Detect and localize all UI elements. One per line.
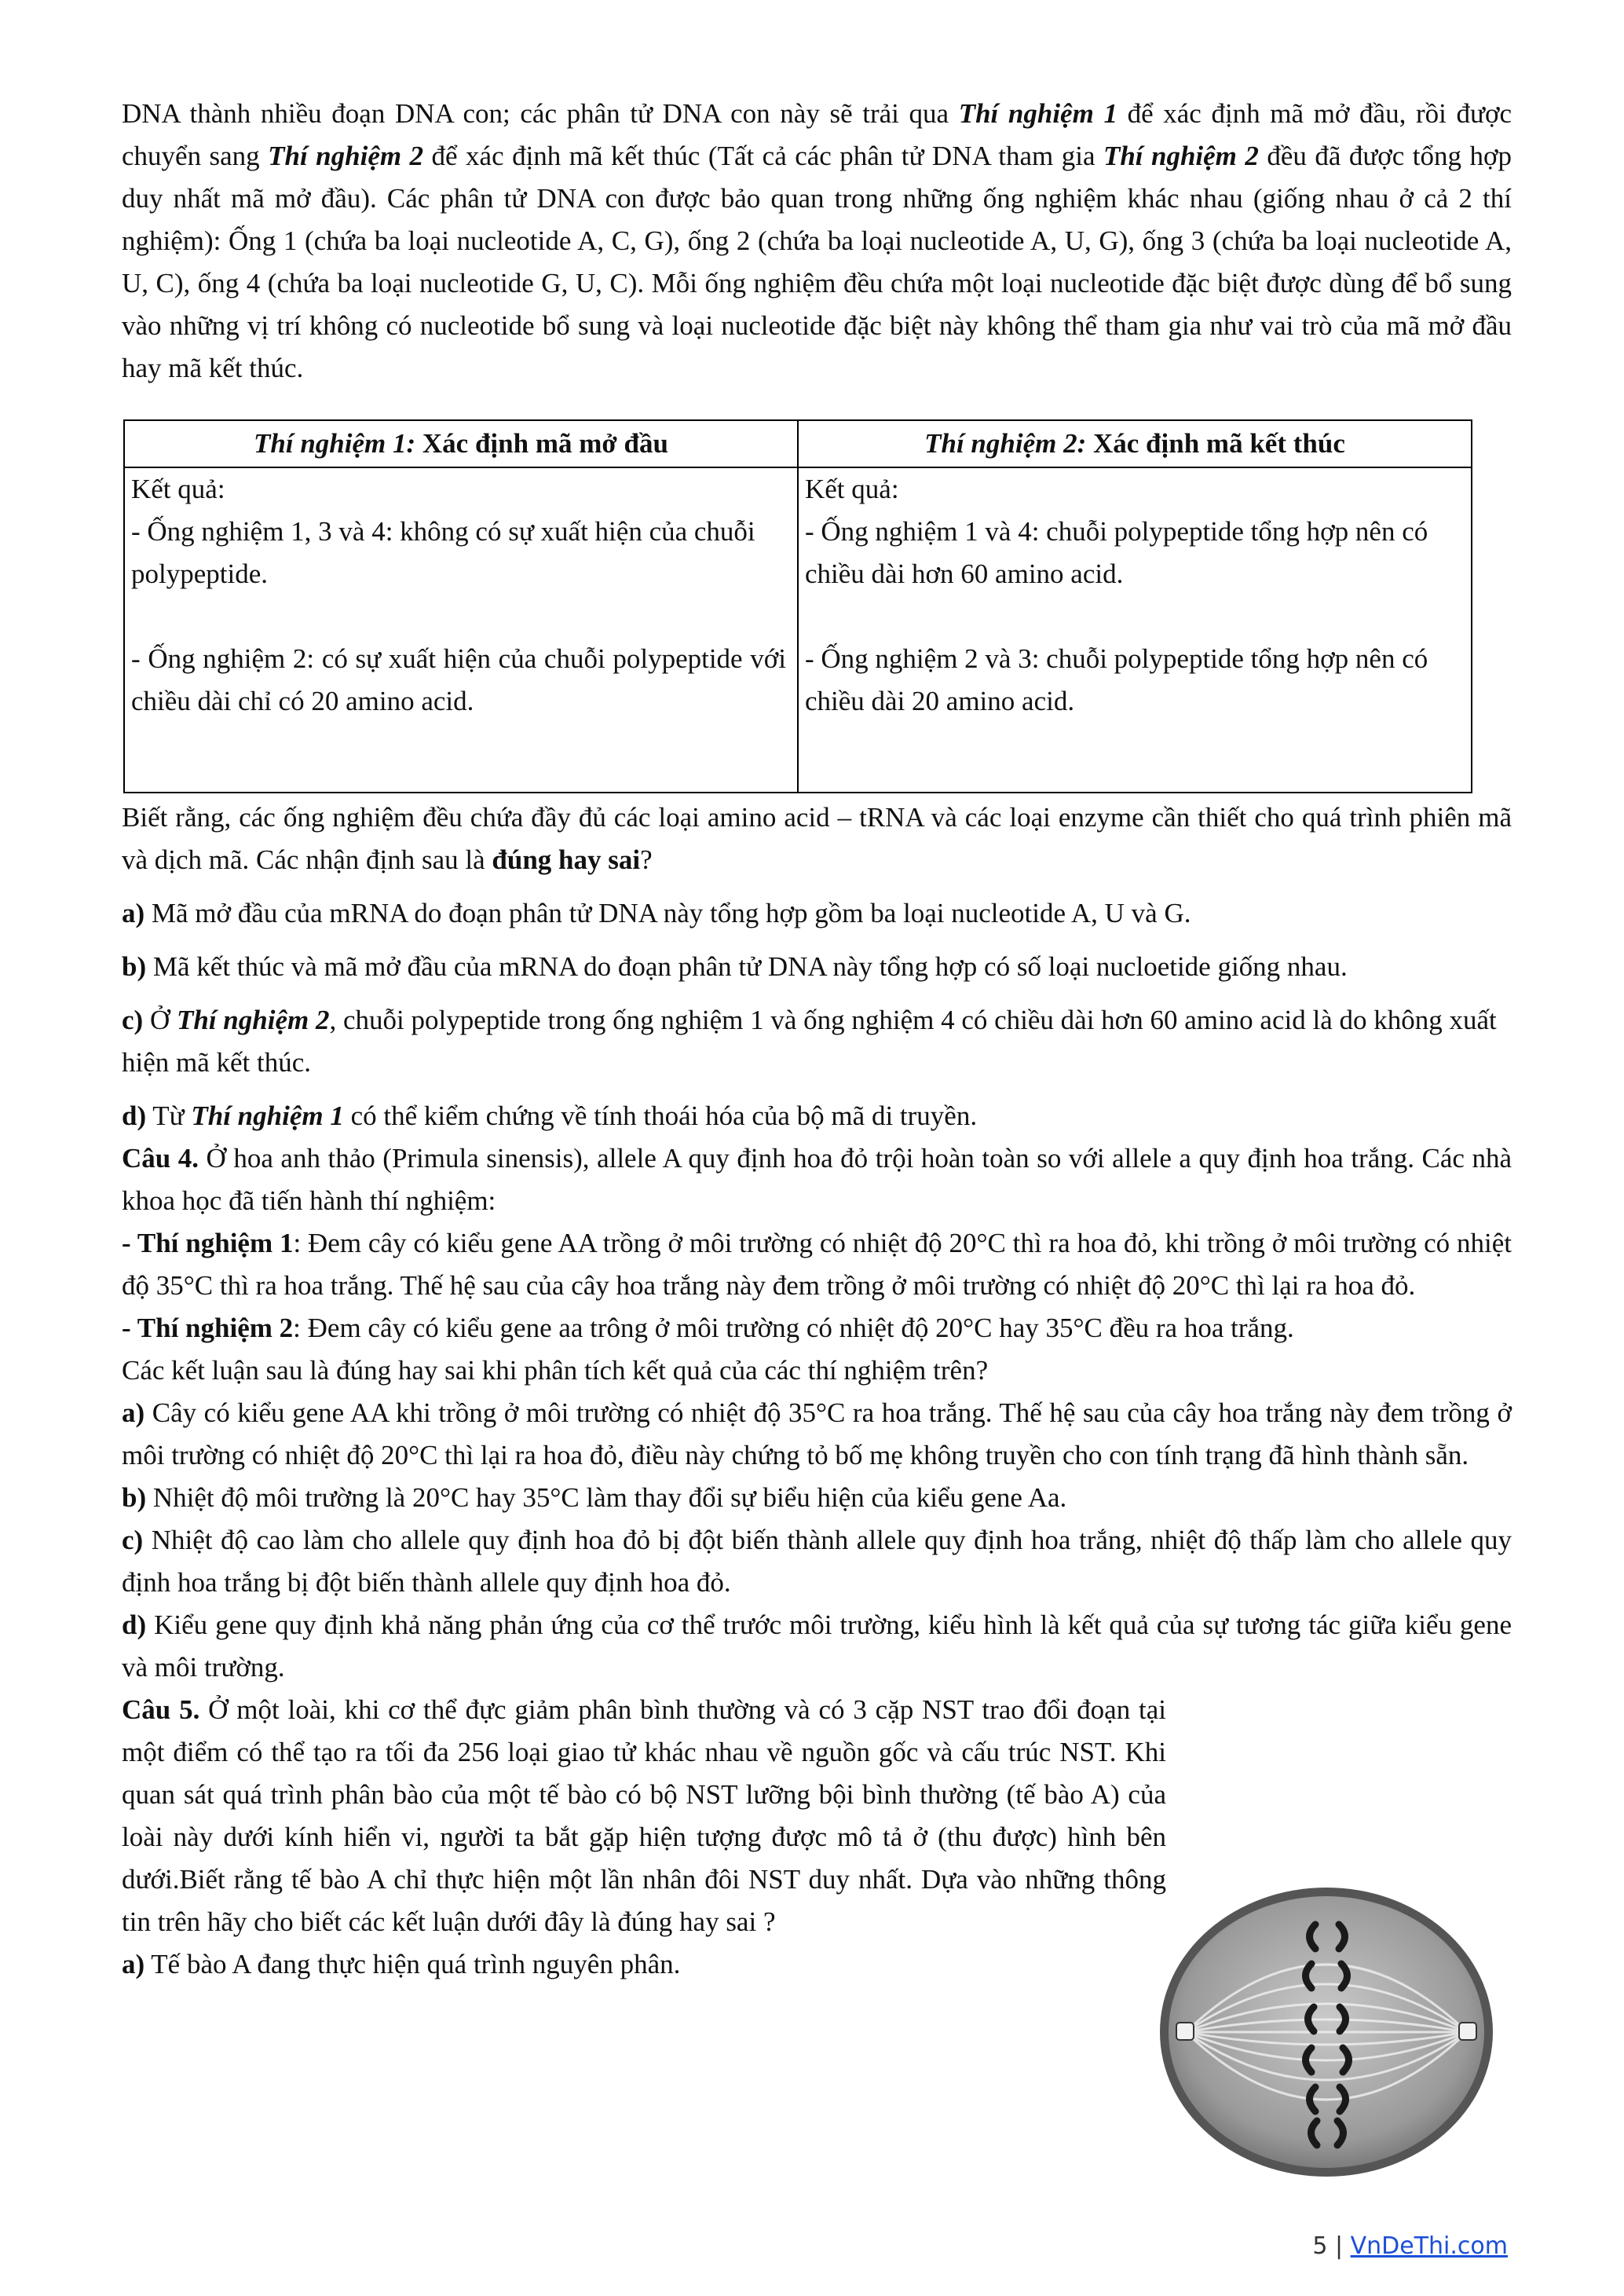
q4-experiment-1: - Thí nghiệm 1: Đem cây có kiểu gene AA trồng ở môi trường có nhiệt độ 20°C thì ra hoa đỏ, khi trồng ở môi trường có nhiệt độ 35°C thì ra hoa trắng. Thế hệ sau của cây hoa trắng này đem trồng ở môi trường có nhiệt độ 20°C thì lại ra hoa đỏ. bbox=[122, 1228, 1512, 1301]
centrosome-left bbox=[1176, 2023, 1194, 2040]
q3-statement-c: c) Ở Thí nghiệm 2, chuỗi polypeptide trong ống nghiệm 1 và ống nghiệm 4 có chiều dài hơn 60 amino acid là do không xuất hiện mã kết thúc. bbox=[122, 1005, 1497, 1078]
intro-paragraph: DNA thành nhiều đoạn DNA con; các phân tử DNA con này sẽ trải qua Thí nghiệm 1 để xác định mã mở đầu, rồi được chuyển sang Thí nghiệm 2 để xác định mã kết thúc (Tất cả các phân tử DNA tham gia Thí nghiệm 2 đều đã được tổng hợp duy nhất mã mở đầu). Các phân tử DNA con được bảo quan trong những ống nghiệm khác nhau (giống nhau ở cả 2 thí nghiệm): Ống 1 (chứa ba loại nucleotide A, C, G), ống 2 (chứa ba loại nucleotide A, U, G), ống 3 (chứa ba loại nucleotide A, U, C), ống 4 (chứa ba loại nucleotide G, U, C). Mỗi ống nghiệm đều chứa một loại nucleotide đặc biệt được dùng để bổ sung vào những vị trí không có nucleotide bổ sung và loại nucleotide đặc biệt này không thể tham gia như vai trò của mã mở đầu hay mã kết thúc. bbox=[122, 98, 1512, 383]
experiment-2-ref: Thí nghiệm 2 bbox=[1103, 141, 1259, 171]
q4-statement-c: c) Nhiệt độ cao làm cho allele quy định hoa đỏ bị đột biến thành allele quy định hoa trắng, nhiệt độ thấp làm cho allele quy định hoa trắng bị đột biến thành allele quy định hoa đỏ. bbox=[122, 1525, 1512, 1598]
q4-statement-b: b) Nhiệt độ môi trường là 20°C hay 35°C làm thay đổi sự biểu hiện của kiểu gene Aa. bbox=[122, 1482, 1067, 1513]
result-cell-experiment-1: Kết quả: - Ống nghiệm 1, 3 và 4: không có sự xuất hiện của chuỗi polypeptide. - Ống nghiệm 2: có sự xuất hiện của chuỗi polypeptide với chiều dài chỉ có 20 amino acid. bbox=[124, 467, 798, 793]
q5-statement-a: a) Tế bào A đang thực hiện quá trình nguyên phân. bbox=[122, 1949, 681, 1979]
table-header-row bbox=[124, 420, 1472, 467]
centrosome-right bbox=[1459, 2023, 1476, 2040]
conditions-paragraph: Biết rằng, các ống nghiệm đều chứa đầy đủ các loại amino acid – tRNA và các loại enzyme cần thiết cho quá trình phiên mã và dịch mã. Các nhận định sau là đúng hay sai? bbox=[122, 802, 1512, 875]
experiment-2-ref: Thí nghiệm 2 bbox=[268, 141, 424, 171]
page-content bbox=[122, 93, 1512, 1986]
q3-statement-b: b) Mã kết thúc và mã mở đầu của mRNA do đoạn phân tử DNA này tổng hợp có số loại nucloetide giống nhau. bbox=[122, 951, 1348, 982]
q4-experiment-2: - Thí nghiệm 2: Đem cây có kiểu gene aa trông ở môi trường có nhiệt độ 20°C hay 35°C đều ra hoa trắng. bbox=[122, 1313, 1294, 1343]
page-footer bbox=[1312, 2232, 1508, 2260]
result-cell-experiment-2: Kết quả: - Ống nghiệm 1 và 4: chuỗi polypeptide tổng hợp nên có chiều dài hơn 60 amino acid. - Ống nghiệm 2 và 3: chuỗi polypeptide tổng hợp nên có chiều dài 20 amino acid. bbox=[798, 467, 1472, 793]
table-row bbox=[124, 467, 1472, 793]
header-experiment-1: Thí nghiệm 1: Xác định mã mở đầu bbox=[124, 420, 798, 467]
q4-intro: Câu 4. Ở hoa anh thảo (Primula sinensis), allele A quy định hoa đỏ trội hoàn toàn so với allele a quy định hoa trắng. Các nhà khoa học đã tiến hành thí nghiệm: bbox=[122, 1143, 1512, 1216]
q3-statement-a: a) Mã mở đầu của mRNA do đoạn phân tử DNA này tổng hợp gồm ba loại nucleotide A, U và G. bbox=[122, 898, 1191, 928]
q3-statement-d: d) Từ Thí nghiệm 1 có thể kiểm chứng về tính thoái hóa của bộ mã di truyền. bbox=[122, 1100, 978, 1131]
experiment-table bbox=[123, 419, 1472, 793]
site-link[interactable]: VnDeThi.com bbox=[1350, 2232, 1508, 2260]
page-number: 5 | bbox=[1312, 2232, 1351, 2260]
q4-statement-d: d) Kiểu gene quy định khả năng phản ứng của cơ thể trước môi trường, kiểu hình là kết quả của sự tương tác giữa kiểu gene và môi trường. bbox=[122, 1609, 1512, 1683]
q5-intro: Câu 5. Ở một loài, khi cơ thể đực giảm phân bình thường và có 3 cặp NST trao đổi đoạn tại một điểm có thể tạo ra tối đa 256 loại giao tử khác nhau về nguồn gốc và cấu trúc NST. Khi quan sát quá trình phân bào của một tế bào có bộ NST lưỡng bội bình thường (tế bào A) của loài này dưới kính hiển vi, người ta bắt gặp hiện tượng được mô tả ở (thu được) hình bên dưới.Biết rằng tế bào A chỉ thực hiện một lần nhân đôi NST duy nhất. Dựa vào những thông tin trên hãy cho biết các kết luận dưới đây là đúng hay sai ? bbox=[122, 1694, 1167, 1937]
header-experiment-2: Thí nghiệm 2: Xác định mã kết thúc bbox=[798, 420, 1472, 467]
cell-division-figure bbox=[1154, 1881, 1498, 2183]
q4-statement-a: a) Cây có kiểu gene AA khi trồng ở môi trường có nhiệt độ 35°C ra hoa trắng. Thế hệ sau của cây hoa trắng này đem trồng ở môi trường có nhiệt độ 20°C thì lại ra hoa đỏ, điều này chứng tỏ bố mẹ không truyền cho con tính trạng đã hình thành sẵn. bbox=[122, 1397, 1512, 1470]
experiment-1-ref: Thí nghiệm 1 bbox=[958, 98, 1117, 129]
q4-question: Các kết luận sau là đúng hay sai khi phân tích kết quả của các thí nghiệm trên? bbox=[122, 1355, 989, 1386]
